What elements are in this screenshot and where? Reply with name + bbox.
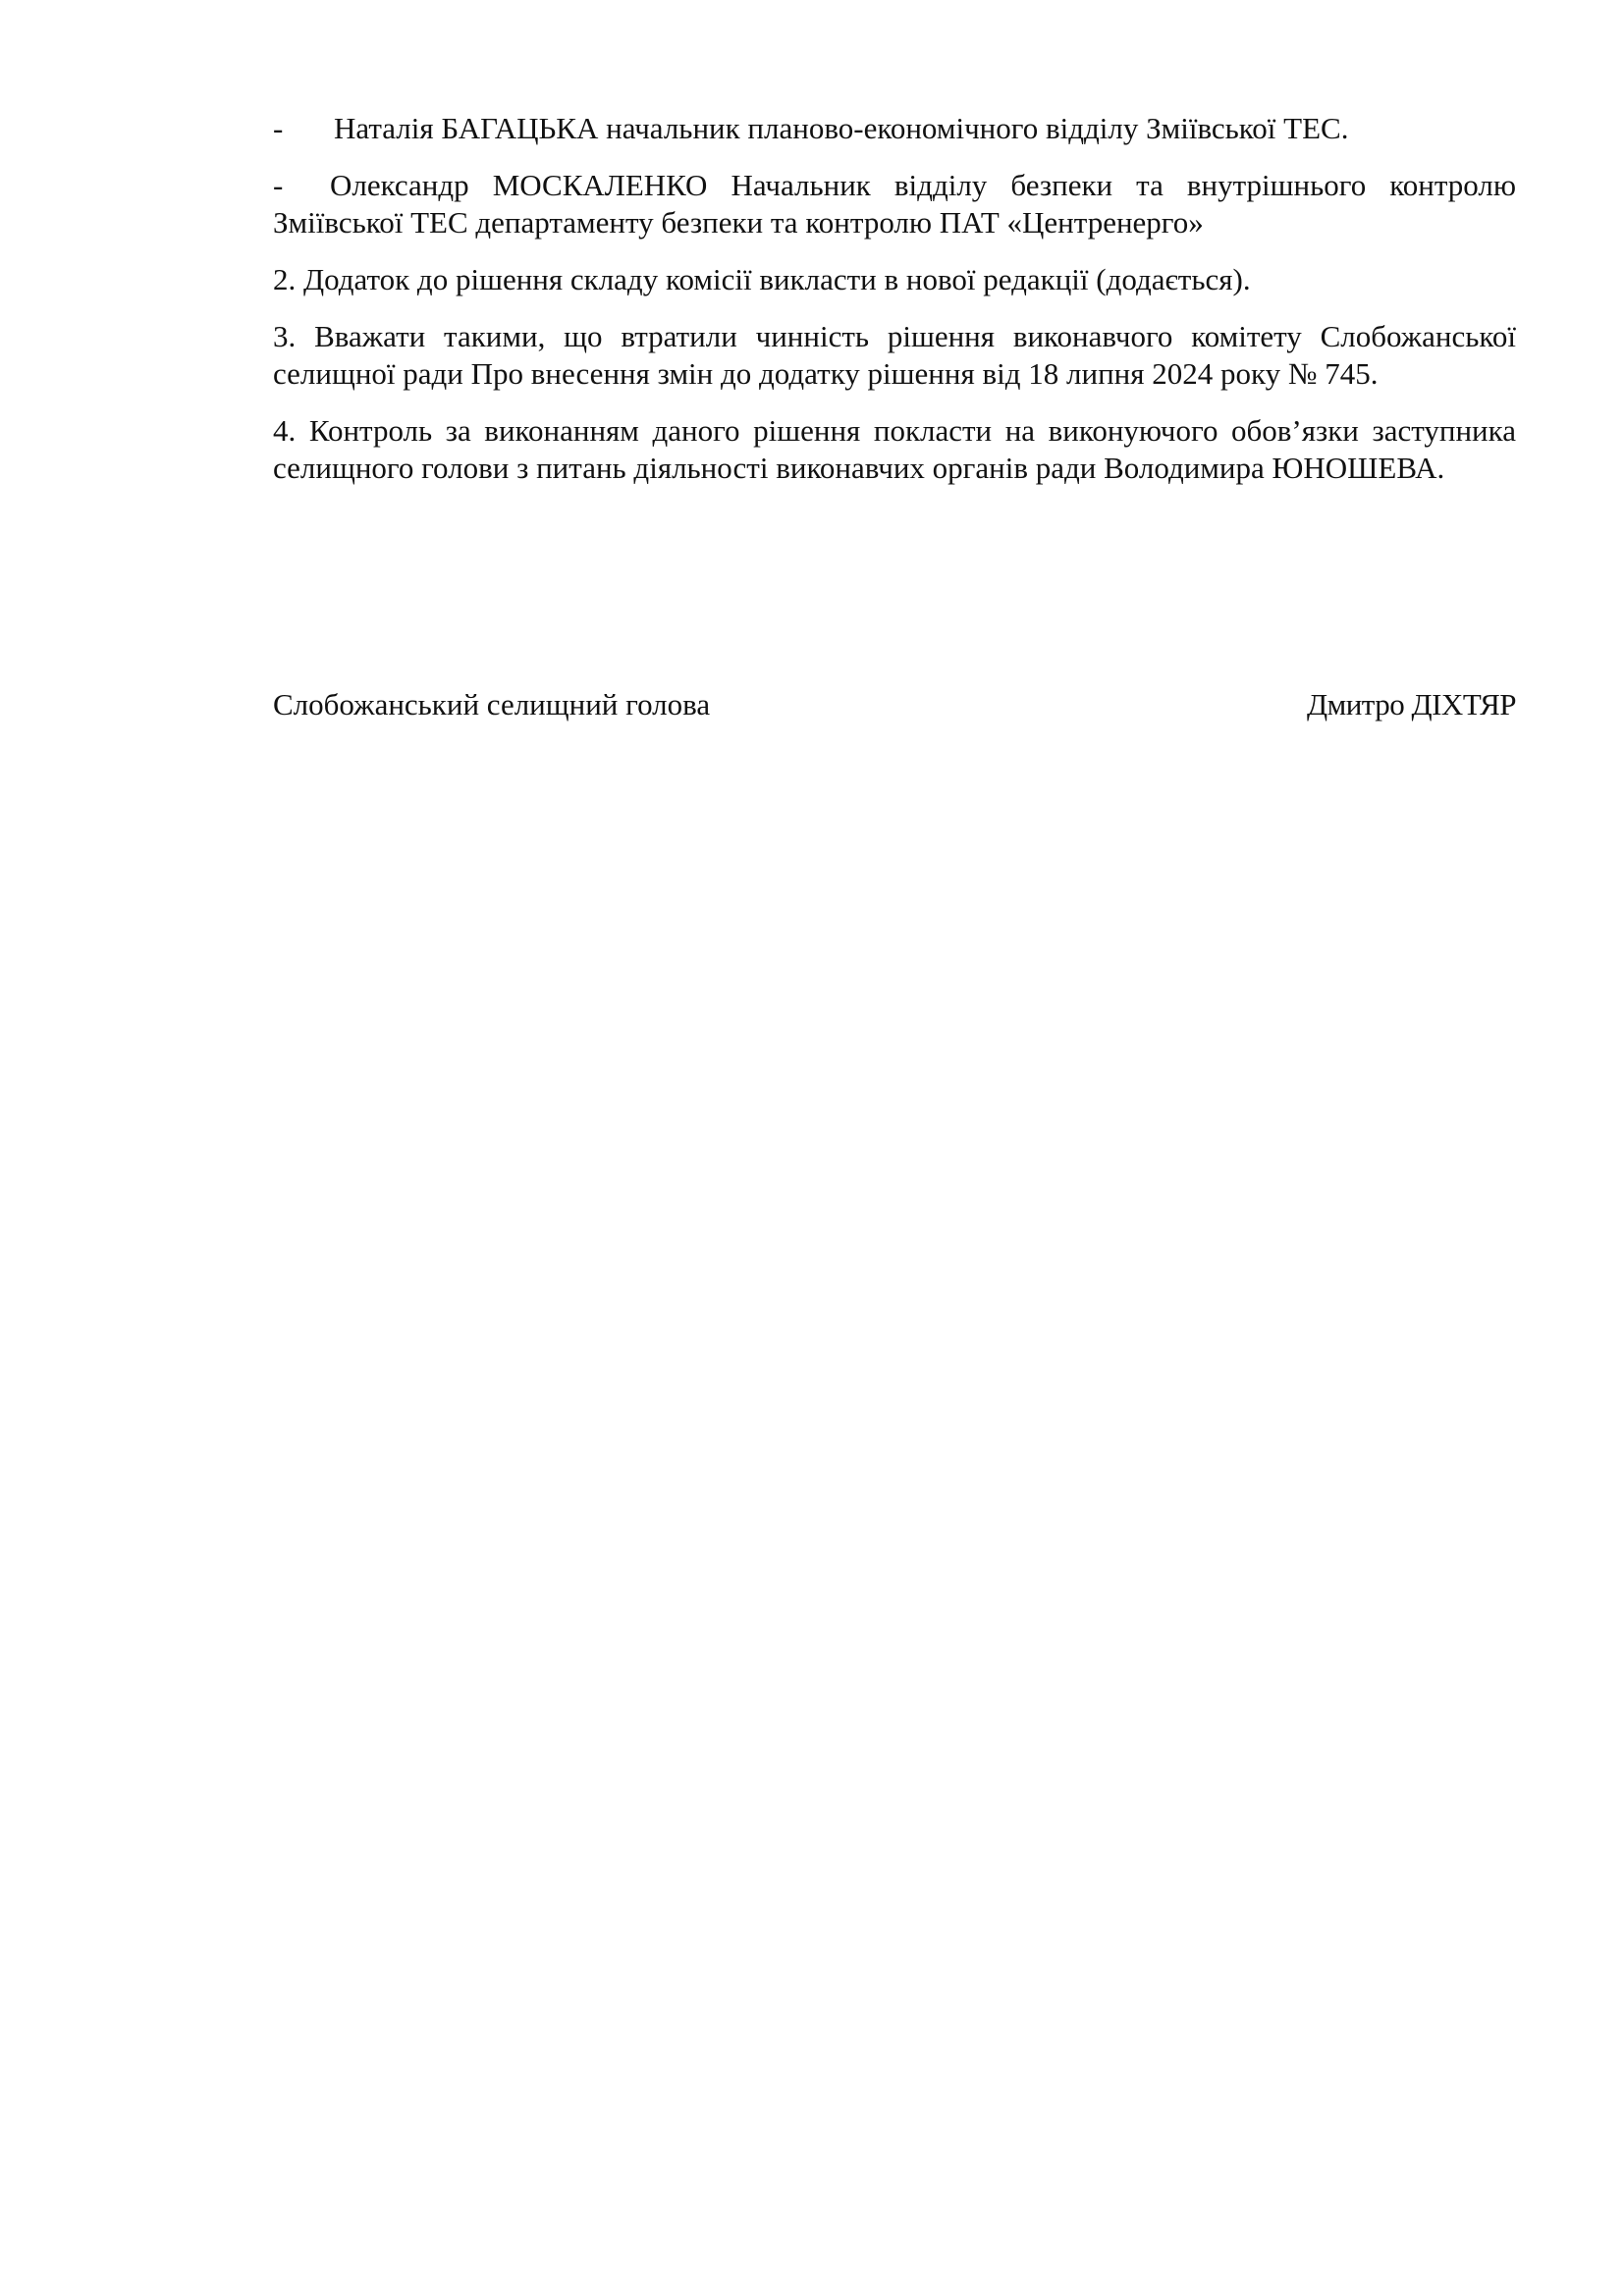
document-body <box>273 110 1516 507</box>
paragraph-2: 2. Додаток до рішення складу комісії викласти в нової редакції (додається). <box>273 262 1251 296</box>
paragraph-4: 4. Контроль за виконанням даного рішення покласти на виконуючого обов’язки заступника селищного голови з питань діяльності виконавчих органів ради Володимира ЮНОШЕВА. <box>273 413 1516 485</box>
member-text: Наталія БАГАЦЬКА начальник планово-економічного відділу Зміївської ТЕС. <box>334 111 1349 145</box>
signature-block <box>273 685 1516 724</box>
member-item-moskalenko <box>273 167 1516 241</box>
paragraph-3: 3. Вважати такими, що втратили чинність рішення виконавчого комітету Слобожанської селищної ради Про внесення змін до додатку рішення від 18 липня 2024 року № 745. <box>273 319 1516 391</box>
list-dash: - <box>273 111 284 145</box>
signatory-name: Дмитро ДІХТЯР <box>1306 687 1516 721</box>
member-item-bahatska <box>273 110 1516 147</box>
signatory-position: Слобожанський селищний голова <box>273 687 711 721</box>
member-text: Олександр МОСКАЛЕНКО Начальник відділу безпеки та внутрішнього контролю Зміївської ТЕС департаменту безпеки та контролю ПАТ «Центренерго» <box>273 168 1516 240</box>
list-dash: - <box>273 168 284 202</box>
